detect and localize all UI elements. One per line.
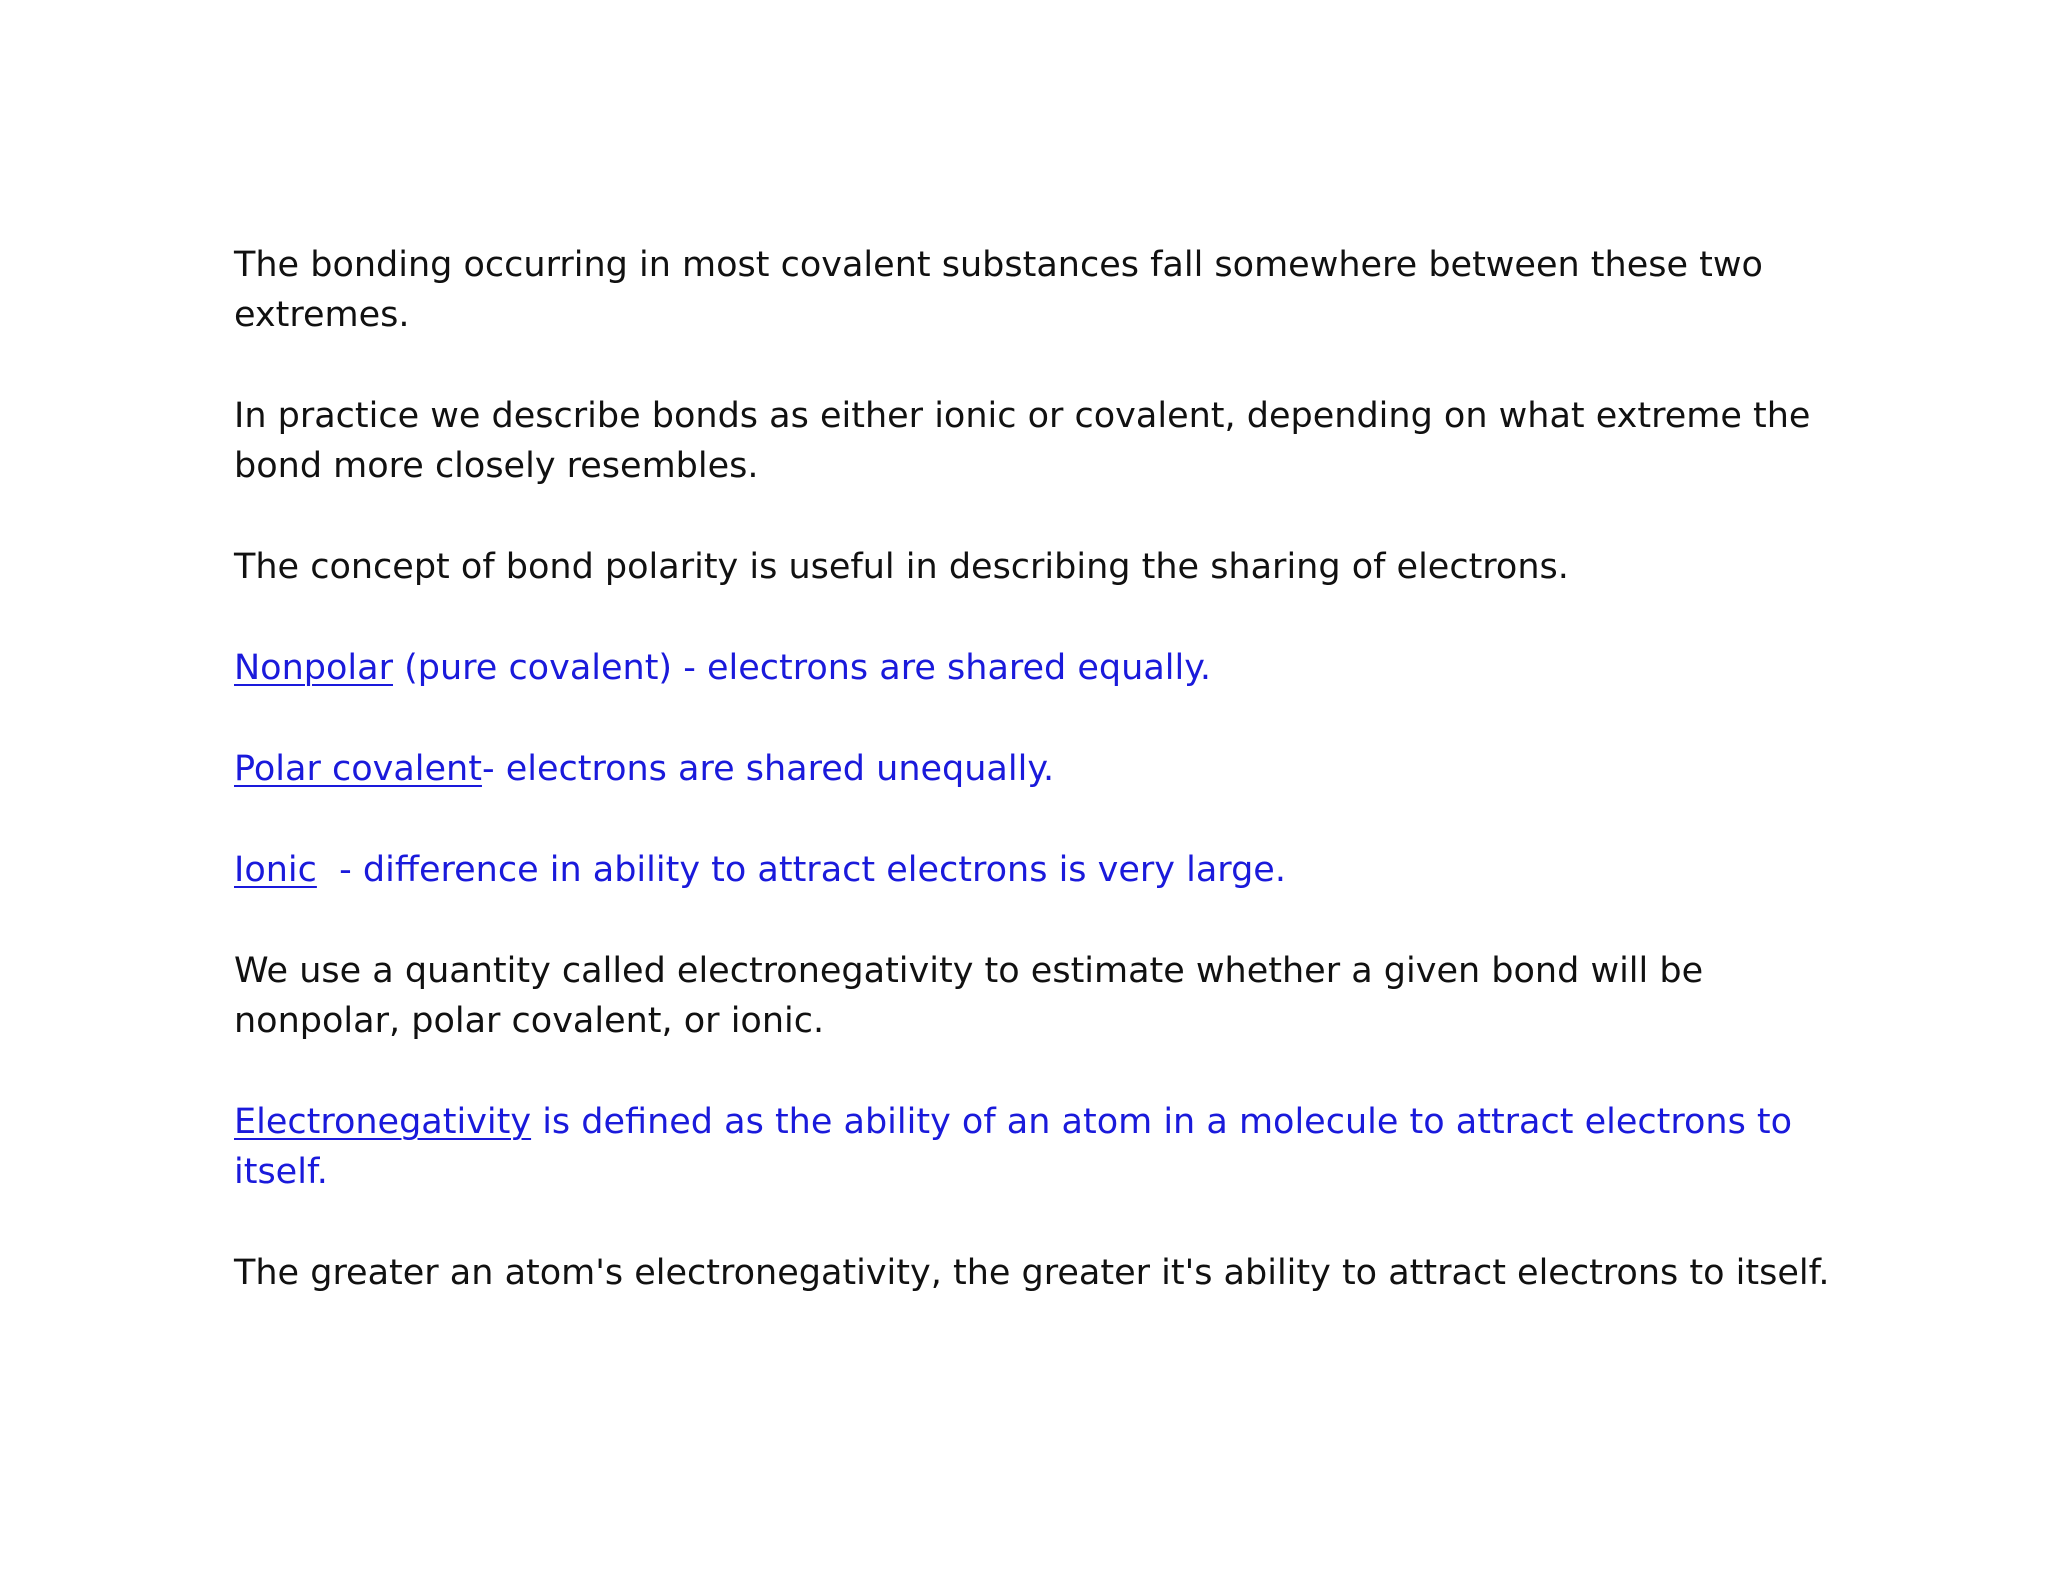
- term-ionic: Ionic: [234, 850, 317, 890]
- definition-ionic: [234, 845, 1874, 895]
- definition-ionic-text: - difference in ability to attract electrons is very large.: [316, 850, 1286, 890]
- document-body: [234, 240, 1874, 1349]
- definition-nonpolar: [234, 643, 1874, 693]
- definition-nonpolar-text: (pure covalent) - electrons are shared equally.: [392, 648, 1212, 688]
- definition-polar-covalent: [234, 744, 1874, 794]
- definition-electronegativity-text: is defined as the ability of an atom in a molecule to attract electrons to itself.: [234, 1102, 1804, 1192]
- paragraph-greater-electronegativity: The greater an atom's electronegativity, the greater it's ability to attract electrons to itself.: [234, 1253, 1830, 1293]
- term-polar-covalent: Polar covalent: [234, 749, 482, 789]
- term-electronegativity: Electronegativity: [234, 1102, 532, 1142]
- definition-electronegativity: [234, 1097, 1874, 1197]
- paragraph-bonding-extremes: The bonding occurring in most covalent substances fall somewhere between these two extremes.: [234, 245, 1763, 335]
- paragraph-ionic-or-covalent: In practice we describe bonds as either ionic or covalent, depending on what extreme the bond more closely resembles.: [234, 396, 1811, 486]
- paragraph-electronegativity-use: We use a quantity called electronegativity to estimate whether a given bond will be nonpolar, polar covalent, or ionic.: [234, 951, 1704, 1041]
- term-nonpolar: Nonpolar: [234, 648, 393, 688]
- definition-polar-covalent-text: - electrons are shared unequally.: [481, 749, 1055, 789]
- paragraph-bond-polarity: The concept of bond polarity is useful in describing the sharing of electrons.: [234, 547, 1569, 587]
